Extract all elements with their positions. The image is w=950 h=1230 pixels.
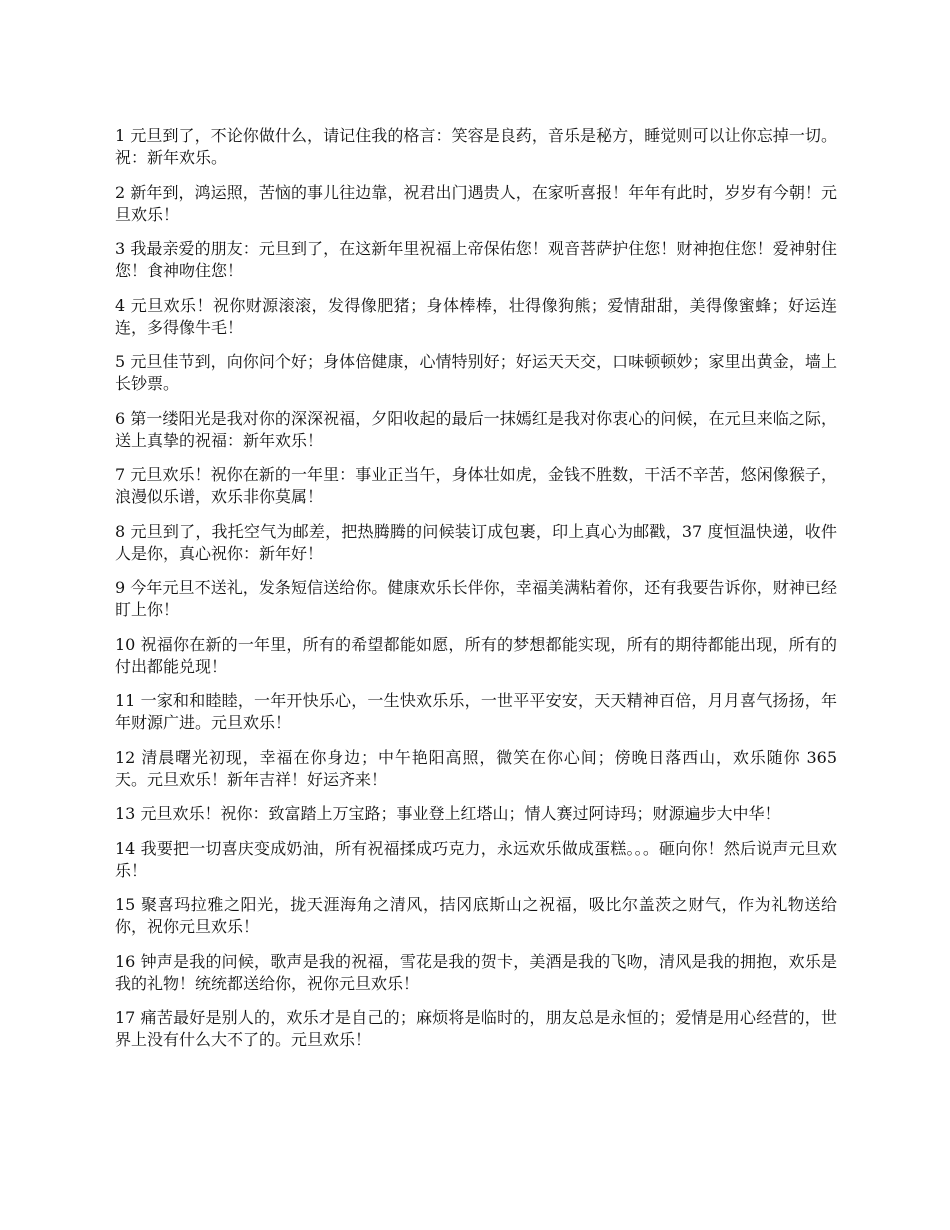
paragraph-7: 7 元旦欢乐！祝你在新的一年里：事业正当午，身体壮如虎，金钱不胜数，干活不辛苦，悠闲像猴子，浪漫似乐谱，欢乐非你莫属！ — [115, 465, 837, 506]
paragraph-4: 4 元旦欢乐！祝你财源滚滚，发得像肥猪；身体棒棒，壮得像狗熊；爱情甜甜，美得像蜜蜂；好运连连，多得像牛毛！ — [115, 295, 837, 337]
paragraph-11: 11 一家和和睦睦，一年开快乐心，一生快欢乐乐，一世平平安安，天天精神百倍，月月喜气扬扬，年年财源广进。元旦欢乐！ — [115, 691, 837, 732]
paragraph-10: 10 祝福你在新的一年里，所有的希望都能如愿，所有的梦想都能实现，所有的期待都能出现，所有的付出都能兑现！ — [115, 634, 837, 676]
paragraph-2: 2 新年到，鸿运照，苦恼的事儿往边靠，祝君出门遇贵人，在家听喜报！年年有此时，岁岁有今朝！元旦欢乐！ — [115, 182, 837, 224]
paragraph-12: 12 清晨曙光初现，幸福在你身边；中午艳阳高照，微笑在你心间；傍晚日落西山，欢乐随你 365 天。元旦欢乐！新年吉祥！好运齐来！ — [115, 747, 837, 789]
document-body — [115, 125, 837, 1064]
paragraph-6: 6 第一缕阳光是我对你的深深祝福，夕阳收起的最后一抹嫣红是我对你衷心的问候，在元旦来临之际，送上真挚的祝福：新年欢乐！ — [115, 408, 837, 450]
paragraph-15: 15 聚喜玛拉雅之阳光，拢天涯海角之清风，拮冈底斯山之祝福，吸比尔盖茨之财气，作为礼物送给你，祝你元旦欢乐！ — [115, 895, 837, 936]
paragraph-16: 16 钟声是我的问候，歌声是我的祝福，雪花是我的贺卡，美酒是我的飞吻，清风是我的拥抱，欢乐是我的礼物！统统都送给你，祝你元旦欢乐！ — [115, 951, 837, 993]
paragraph-8: 8 元旦到了，我托空气为邮差，把热腾腾的问候装订成包裹，印上真心为邮戳，37 度恒温快递，收件人是你，真心祝你：新年好！ — [115, 521, 837, 563]
paragraph-17: 17 痛苦最好是别人的，欢乐才是自己的；麻烦将是临时的，朋友总是永恒的；爱情是用心经营的，世界上没有什么大不了的。元旦欢乐！ — [115, 1008, 837, 1049]
paragraph-3: 3 我最亲爱的朋友：元旦到了，在这新年里祝福上帝保佑您！观音菩萨护住您！财神抱住您！爱神射住您！食神吻住您！ — [115, 239, 837, 280]
paragraph-9: 9 今年元旦不送礼，发条短信送给你。健康欢乐长伴你，幸福美满粘着你，还有我要告诉你，财神已经盯上你！ — [115, 578, 837, 619]
paragraph-13: 13 元旦欢乐！祝你：致富踏上万宝路；事业登上红塔山；情人赛过阿诗玛；财源遍步大中华！ — [115, 804, 781, 823]
paragraph-5: 5 元旦佳节到，向你问个好；身体倍健康，心情特别好；好运天天交，口味顿顿妙；家里出黄金，墙上长钞票。 — [115, 352, 837, 393]
paragraph-14: 14 我要把一切喜庆变成奶油，所有祝福揉成巧克力，永远欢乐做成蛋糕。。。砸向你！然后说声元旦欢乐！ — [115, 838, 837, 880]
paragraph-1: 1 元旦到了，不论你做什么，请记住我的格言：笑容是良药，音乐是秘方，睡觉则可以让你忘掉一切。祝：新年欢乐。 — [115, 126, 837, 167]
